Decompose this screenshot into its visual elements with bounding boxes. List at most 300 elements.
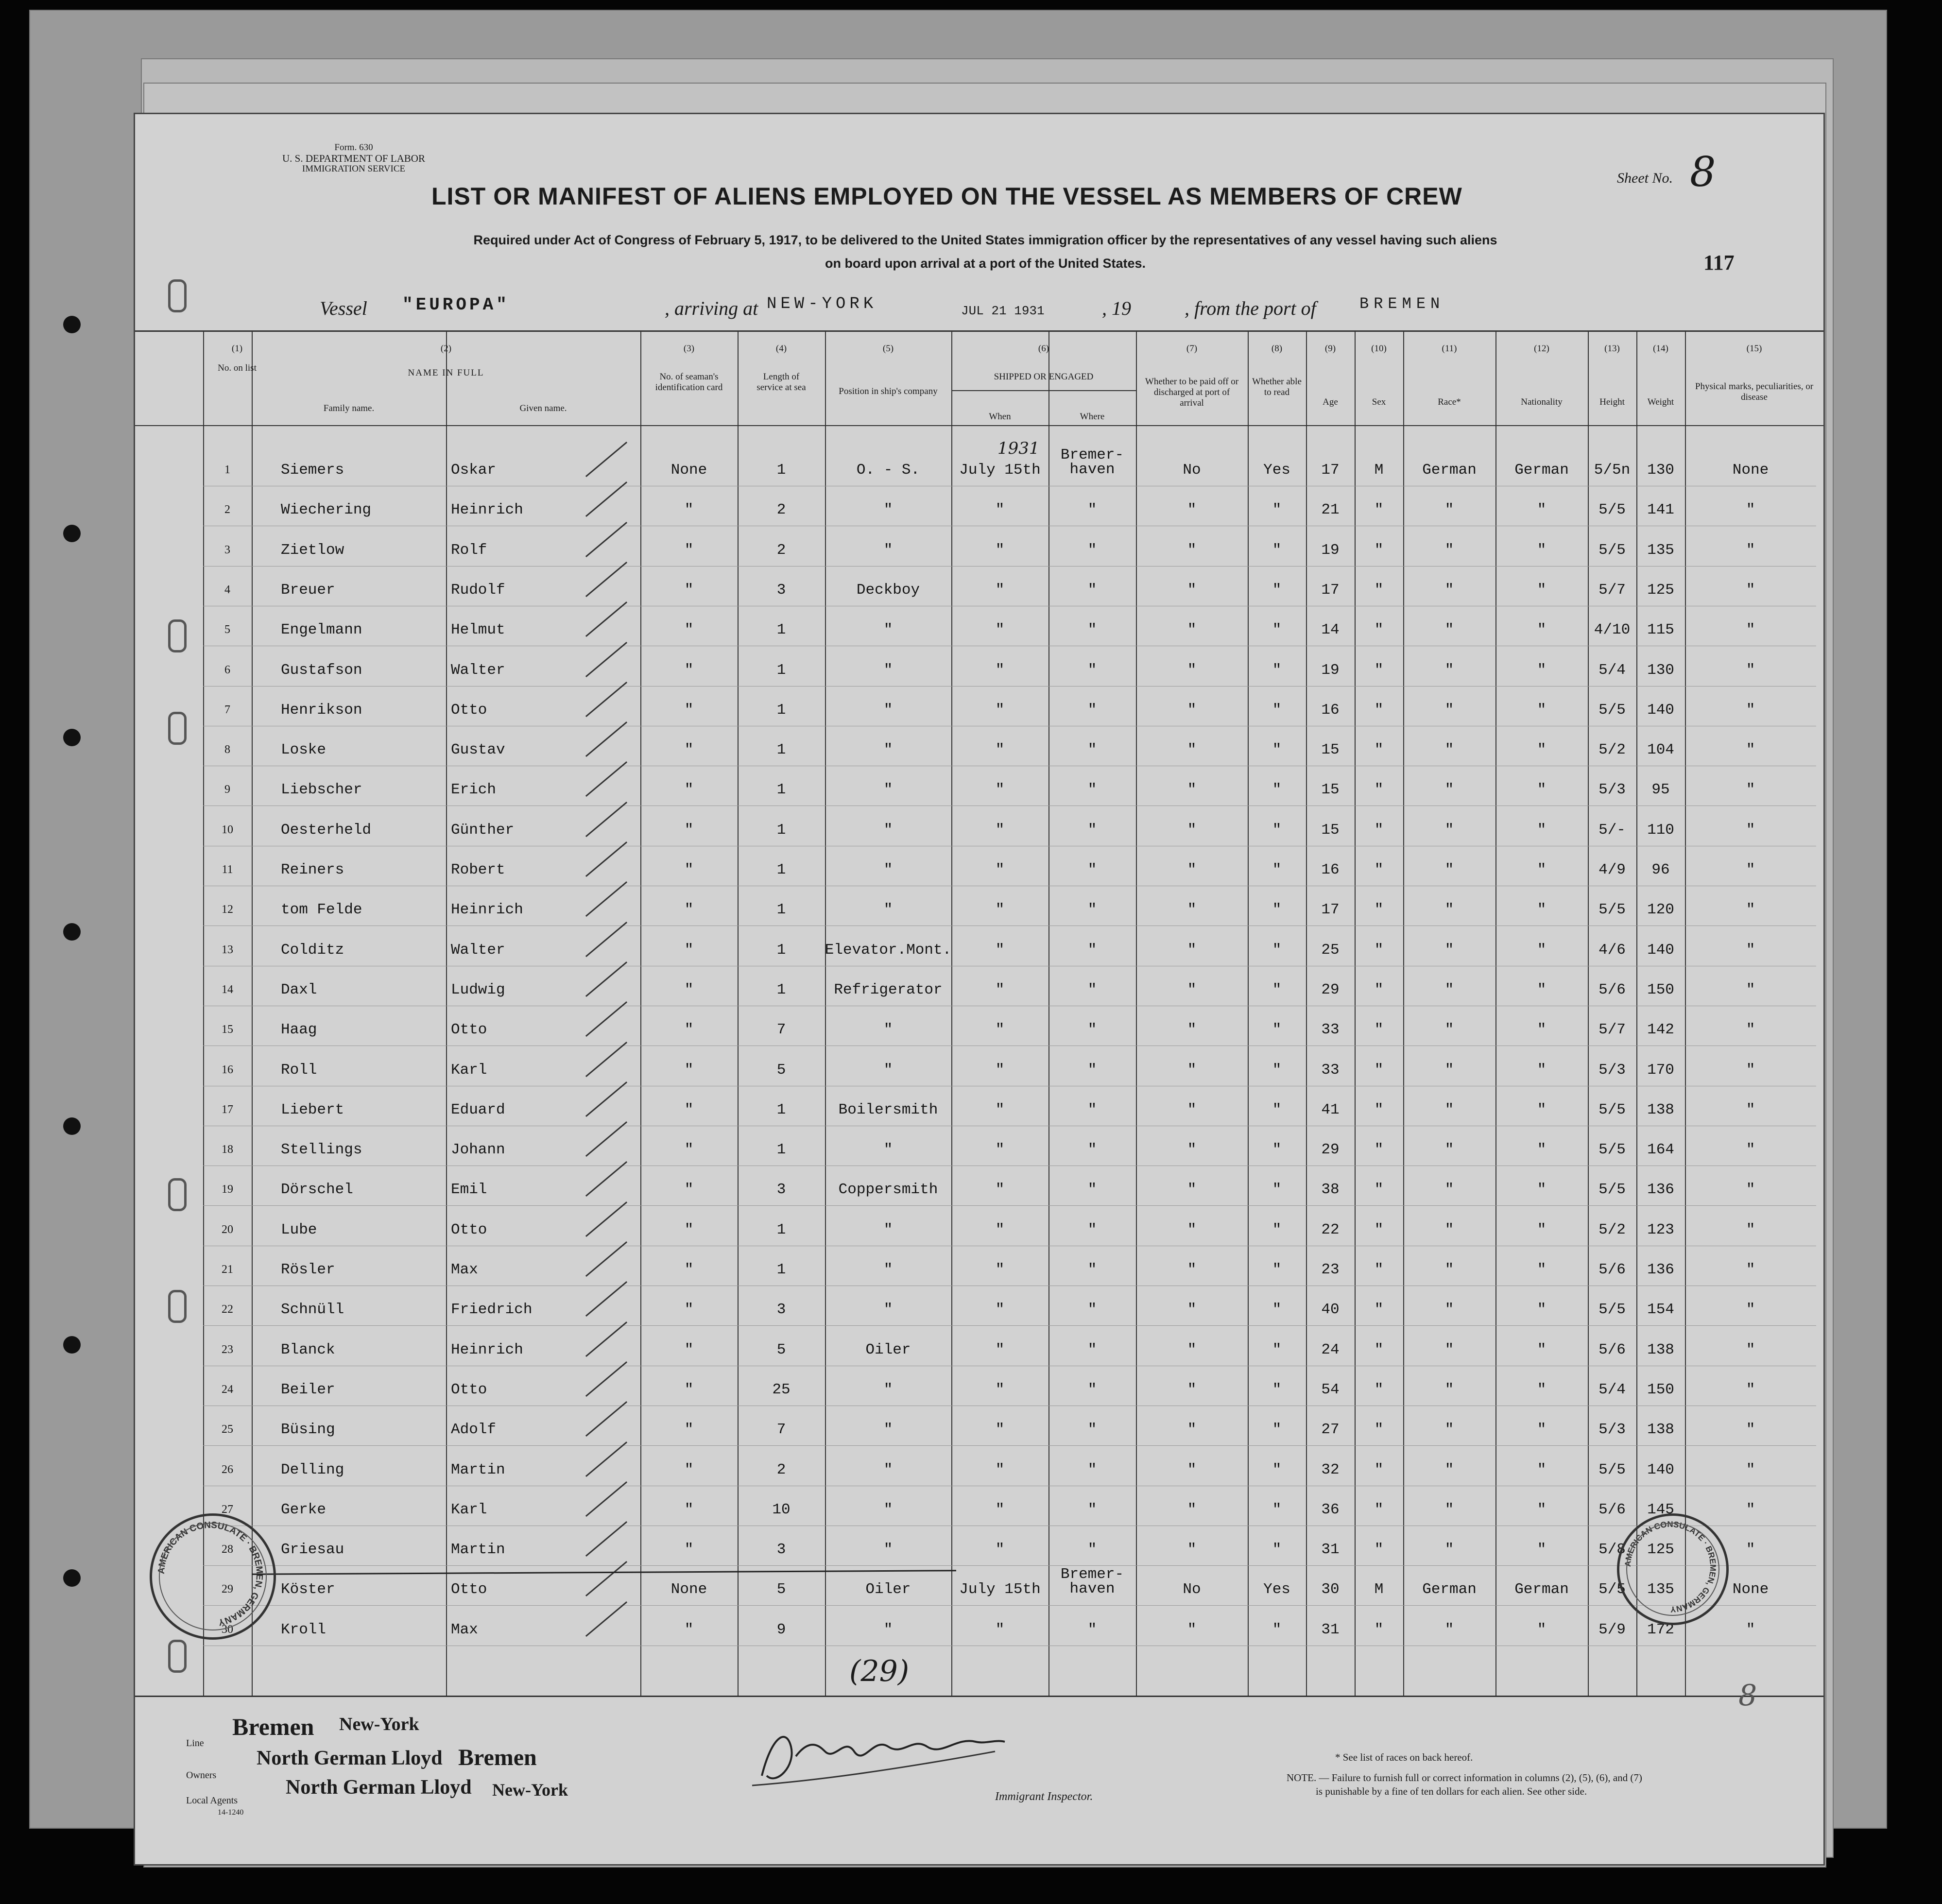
cell-card: " bbox=[684, 1301, 694, 1319]
cell-card: " bbox=[684, 701, 694, 719]
cell-when: " bbox=[995, 741, 1005, 759]
cell-family: Griesau bbox=[281, 1541, 344, 1559]
cell-when: " bbox=[995, 781, 1005, 799]
from-port-label: , from the port of bbox=[1185, 297, 1316, 319]
arrival-port: NEW-YORK bbox=[767, 295, 877, 313]
cell-race: " bbox=[1444, 541, 1454, 559]
cell-where: " bbox=[1087, 1061, 1097, 1079]
cell-marks: " bbox=[1746, 541, 1755, 559]
cell-paid: " bbox=[1187, 1021, 1197, 1039]
cell-card: None bbox=[670, 1581, 707, 1598]
cell-marks: " bbox=[1746, 741, 1755, 759]
sheet-label: Sheet No. bbox=[1617, 170, 1673, 186]
cell-when: " bbox=[995, 941, 1005, 959]
vessel-label: Vessel bbox=[320, 297, 367, 319]
cell-height: 5/5 bbox=[1598, 1181, 1626, 1199]
cell-where: " bbox=[1087, 781, 1097, 799]
cell-age: 23 bbox=[1321, 1261, 1340, 1278]
cell-race: " bbox=[1444, 1341, 1454, 1358]
cell-no: 14 bbox=[222, 983, 233, 996]
cell-nationality: " bbox=[1537, 621, 1547, 639]
cell-marks: " bbox=[1746, 941, 1755, 959]
cell-card: " bbox=[684, 1181, 694, 1199]
cell-weight: 154 bbox=[1647, 1301, 1674, 1319]
cell-position: " bbox=[883, 1021, 893, 1039]
check-mark bbox=[585, 1201, 627, 1237]
cell-length: 3 bbox=[776, 1301, 786, 1319]
svg-text:AMERICAN CONSULATE · BREMEN, G: AMERICAN CONSULATE · BREMEN, GERMANY bbox=[156, 1520, 265, 1628]
cell-when: " bbox=[995, 501, 1005, 519]
check-mark bbox=[585, 881, 627, 917]
cell-position: " bbox=[883, 1421, 893, 1439]
cell-when: " bbox=[995, 661, 1005, 679]
cell-family: Lube bbox=[281, 1221, 317, 1238]
cell-when: July 15th bbox=[959, 462, 1041, 479]
cell-age: 32 bbox=[1321, 1461, 1340, 1478]
colnum-11: (11) bbox=[1442, 343, 1457, 354]
check-mark bbox=[585, 1281, 627, 1317]
cell-length: 3 bbox=[776, 581, 786, 599]
cell-age: 21 bbox=[1321, 501, 1340, 519]
check-mark bbox=[585, 1521, 627, 1557]
row-rule bbox=[203, 1445, 1816, 1446]
cell-age: 16 bbox=[1321, 701, 1340, 719]
cell-no: 10 bbox=[222, 823, 233, 836]
col-header-position: Position in ship's company bbox=[839, 386, 938, 396]
cell-given: Walter bbox=[451, 661, 505, 679]
cell-nationality: " bbox=[1537, 1221, 1547, 1238]
cell-no: 17 bbox=[222, 1103, 233, 1116]
cell-when: " bbox=[995, 1141, 1005, 1159]
col-header-race: Race* bbox=[1438, 397, 1461, 407]
cell-age: 27 bbox=[1321, 1421, 1340, 1439]
cell-height: 5/8 bbox=[1598, 1541, 1626, 1559]
cell-read: " bbox=[1272, 1261, 1282, 1278]
cell-paid: " bbox=[1187, 821, 1197, 839]
cell-weight: 142 bbox=[1647, 1021, 1674, 1039]
col-header-given: Given name. bbox=[519, 403, 567, 413]
cell-when: " bbox=[995, 1101, 1005, 1118]
cell-marks: " bbox=[1746, 1221, 1755, 1238]
cell-given: Rudolf bbox=[451, 581, 505, 599]
arriving-label: , arriving at bbox=[665, 297, 758, 319]
cell-height: 4/6 bbox=[1598, 941, 1626, 959]
cell-read: " bbox=[1272, 981, 1282, 998]
binding-ring bbox=[168, 619, 187, 652]
binding-ring bbox=[168, 279, 187, 312]
cell-no: 7 bbox=[224, 703, 230, 716]
total-count: (29) bbox=[849, 1654, 910, 1688]
check-mark bbox=[585, 841, 627, 877]
cell-length: 2 bbox=[776, 501, 786, 519]
cell-position: " bbox=[883, 1381, 893, 1398]
cell-sex: " bbox=[1374, 1301, 1384, 1319]
cell-given: Martin bbox=[451, 1461, 505, 1478]
binding-hole bbox=[63, 1117, 81, 1135]
cell-family: Engelmann bbox=[281, 621, 362, 639]
cell-weight: 120 bbox=[1647, 901, 1674, 919]
cell-nationality: " bbox=[1537, 901, 1547, 919]
cell-read: " bbox=[1272, 541, 1282, 559]
cell-paid: " bbox=[1187, 1061, 1197, 1079]
cell-height: 5/5 bbox=[1598, 1581, 1626, 1598]
check-mark bbox=[585, 1121, 627, 1157]
cell-paid: " bbox=[1187, 901, 1197, 919]
cell-paid: No bbox=[1183, 462, 1201, 479]
cell-when: " bbox=[995, 1181, 1005, 1199]
cell-nationality: German bbox=[1514, 462, 1569, 479]
cell-height: 5/5 bbox=[1598, 1141, 1626, 1159]
check-mark bbox=[585, 1361, 627, 1397]
cell-height: 5/5n bbox=[1594, 462, 1631, 479]
check-mark bbox=[585, 1321, 627, 1357]
cell-race: " bbox=[1444, 1021, 1454, 1039]
cell-height: 5/3 bbox=[1598, 781, 1626, 799]
check-mark bbox=[585, 562, 627, 597]
cell-where: " bbox=[1087, 1021, 1097, 1039]
col-header-physical: Physical marks, peculiarities, or disease bbox=[1695, 381, 1814, 402]
cell-nationality: " bbox=[1537, 1141, 1547, 1159]
cell-weight: 96 bbox=[1651, 861, 1670, 878]
cell-no: 3 bbox=[224, 543, 230, 556]
cell-no: 28 bbox=[222, 1543, 233, 1556]
cell-read: " bbox=[1272, 821, 1282, 839]
cell-marks: " bbox=[1746, 661, 1755, 679]
cell-family: Beiler bbox=[281, 1381, 335, 1398]
cell-weight: 172 bbox=[1647, 1621, 1674, 1638]
cell-read: " bbox=[1272, 1061, 1282, 1079]
cell-given: Gustav bbox=[451, 741, 505, 759]
cell-weight: 141 bbox=[1647, 501, 1674, 519]
cell-race: " bbox=[1444, 981, 1454, 998]
column-rule bbox=[252, 332, 253, 1697]
cell-age: 22 bbox=[1321, 1221, 1340, 1238]
binding-hole bbox=[63, 729, 81, 746]
cell-when: " bbox=[995, 981, 1005, 998]
cell-length: 7 bbox=[776, 1021, 786, 1039]
cell-length: 1 bbox=[776, 821, 786, 839]
cell-read: " bbox=[1272, 1621, 1282, 1638]
cell-marks: " bbox=[1746, 1101, 1755, 1118]
binding-ring bbox=[168, 1178, 187, 1211]
cell-age: 15 bbox=[1321, 821, 1340, 839]
cell-card: " bbox=[684, 1341, 694, 1358]
check-mark bbox=[585, 1161, 627, 1197]
cell-length: 1 bbox=[776, 941, 786, 959]
cell-sex: " bbox=[1374, 581, 1384, 599]
cell-weight: 125 bbox=[1647, 1541, 1674, 1559]
cell-sex: " bbox=[1374, 901, 1384, 919]
cell-where: " bbox=[1087, 1541, 1097, 1559]
cell-race: " bbox=[1444, 781, 1454, 799]
cell-height: 5/6 bbox=[1598, 1341, 1626, 1358]
col-header-age: Age bbox=[1323, 397, 1338, 407]
check-mark bbox=[585, 641, 627, 677]
cell-position: " bbox=[883, 1621, 893, 1638]
cell-sex: " bbox=[1374, 1141, 1384, 1159]
cell-family: Henrikson bbox=[281, 701, 362, 719]
cell-nationality: " bbox=[1537, 1541, 1547, 1559]
col-header-sex: Sex bbox=[1372, 397, 1386, 407]
cell-marks: " bbox=[1746, 1181, 1755, 1199]
cell-race: " bbox=[1444, 1261, 1454, 1278]
cell-position: " bbox=[883, 1061, 893, 1079]
year-label: , 19 bbox=[1102, 297, 1131, 319]
cell-position: O. - S. bbox=[856, 462, 920, 479]
cell-paid: " bbox=[1187, 1301, 1197, 1319]
cell-length: 9 bbox=[776, 1621, 786, 1638]
form-number: Form. 630 bbox=[334, 142, 373, 153]
cell-marks: " bbox=[1746, 501, 1755, 519]
cell-race: " bbox=[1444, 1221, 1454, 1238]
cell-age: 25 bbox=[1321, 941, 1340, 959]
cell-paid: " bbox=[1187, 1621, 1197, 1638]
cell-card: " bbox=[684, 901, 694, 919]
cell-where: " bbox=[1087, 1101, 1097, 1118]
cell-length: 1 bbox=[776, 1141, 786, 1159]
page-title: LIST OR MANIFEST OF ALIENS EMPLOYED ON THE VESSEL AS MEMBERS OF CREW bbox=[431, 183, 1462, 210]
owners-label: Owners bbox=[186, 1770, 217, 1781]
cell-weight: 136 bbox=[1647, 1261, 1674, 1278]
cell-card: " bbox=[684, 1221, 694, 1238]
cell-length: 1 bbox=[776, 1221, 786, 1238]
cell-age: 41 bbox=[1321, 1101, 1340, 1118]
cell-family: Schnüll bbox=[281, 1301, 344, 1319]
races-note: * See list of races on back hereof. bbox=[1335, 1751, 1473, 1763]
cell-paid: " bbox=[1187, 741, 1197, 759]
cell-sex: " bbox=[1374, 941, 1384, 959]
cell-paid: " bbox=[1187, 621, 1197, 639]
cell-read: " bbox=[1272, 661, 1282, 679]
cell-sex: " bbox=[1374, 661, 1384, 679]
cell-nationality: " bbox=[1537, 821, 1547, 839]
cell-card: " bbox=[684, 1621, 694, 1638]
cell-when: " bbox=[995, 1221, 1005, 1238]
page-number: 117 bbox=[1703, 251, 1735, 274]
check-mark bbox=[585, 922, 627, 957]
cell-length: 5 bbox=[776, 1581, 786, 1598]
check-mark bbox=[585, 1601, 627, 1637]
cell-paid: " bbox=[1187, 981, 1197, 998]
cell-family: Wiechering bbox=[281, 501, 372, 519]
cell-race: " bbox=[1444, 901, 1454, 919]
col-header-height: Height bbox=[1599, 397, 1625, 407]
cell-position: Oiler bbox=[865, 1581, 911, 1598]
row-rule bbox=[203, 1205, 1816, 1206]
cell-sex: " bbox=[1374, 781, 1384, 799]
cell-age: 31 bbox=[1321, 1621, 1340, 1638]
cell-height: 5/4 bbox=[1598, 1381, 1626, 1398]
cell-given: Oskar bbox=[451, 462, 497, 479]
col-header-no: No. on list bbox=[218, 363, 257, 373]
vessel-name: "EUROPA" bbox=[402, 295, 510, 315]
cell-position: " bbox=[883, 661, 893, 679]
cell-nationality: " bbox=[1537, 1181, 1547, 1199]
cell-no: 30 bbox=[222, 1623, 233, 1636]
column-rule bbox=[1355, 332, 1356, 1697]
cell-height: 5/- bbox=[1598, 821, 1626, 839]
cell-age: 24 bbox=[1321, 1341, 1340, 1358]
cell-card: " bbox=[684, 781, 694, 799]
cell-nationality: " bbox=[1537, 1301, 1547, 1319]
cell-position: " bbox=[883, 701, 893, 719]
cell-where: " bbox=[1087, 1221, 1097, 1238]
cell-card: " bbox=[684, 581, 694, 599]
cell-card: " bbox=[684, 861, 694, 878]
cell-length: 1 bbox=[776, 701, 786, 719]
cell-when: " bbox=[995, 1021, 1005, 1039]
cell-weight: 140 bbox=[1647, 941, 1674, 959]
cell-read: Yes bbox=[1263, 462, 1290, 479]
cell-nationality: " bbox=[1537, 581, 1547, 599]
column-rule bbox=[1403, 332, 1404, 1697]
cell-height: 5/5 bbox=[1598, 701, 1626, 719]
cell-where: " bbox=[1087, 901, 1097, 919]
cell-paid: " bbox=[1187, 581, 1197, 599]
cell-age: 17 bbox=[1321, 901, 1340, 919]
cell-read: Yes bbox=[1263, 1581, 1290, 1598]
cell-race: " bbox=[1444, 1421, 1454, 1439]
cell-race: " bbox=[1444, 1101, 1454, 1118]
cell-read: " bbox=[1272, 1301, 1282, 1319]
consulate-stamp-ring-text bbox=[150, 1513, 271, 1635]
cell-no: 27 bbox=[222, 1503, 233, 1516]
colnum-8: (8) bbox=[1271, 343, 1283, 354]
column-rule bbox=[446, 332, 447, 1697]
cell-race: " bbox=[1444, 1141, 1454, 1159]
cell-family: Köster bbox=[281, 1581, 335, 1598]
cell-when: " bbox=[995, 621, 1005, 639]
cell-no: 22 bbox=[222, 1303, 233, 1316]
cell-no: 15 bbox=[222, 1023, 233, 1036]
cell-height: 5/5 bbox=[1598, 901, 1626, 919]
cell-card: " bbox=[684, 541, 694, 559]
cell-nationality: " bbox=[1537, 1501, 1547, 1518]
cell-race: " bbox=[1444, 1381, 1454, 1398]
cell-sex: M bbox=[1374, 462, 1384, 479]
cell-nationality: " bbox=[1537, 661, 1547, 679]
cell-marks: None bbox=[1732, 462, 1769, 479]
consulate-stamp-right bbox=[1617, 1513, 1729, 1625]
cell-read: " bbox=[1272, 1021, 1282, 1039]
cell-position: " bbox=[883, 1261, 893, 1278]
cell-paid: " bbox=[1187, 1261, 1197, 1278]
cell-when: " bbox=[995, 1341, 1005, 1358]
cell-length: 7 bbox=[776, 1421, 786, 1439]
cell-marks: " bbox=[1746, 701, 1755, 719]
cell-race: German bbox=[1422, 462, 1477, 479]
cell-sex: " bbox=[1374, 701, 1384, 719]
binding-hole bbox=[63, 316, 81, 333]
cell-where: " bbox=[1087, 541, 1097, 559]
cell-family: Rösler bbox=[281, 1261, 335, 1278]
cell-paid: " bbox=[1187, 1501, 1197, 1518]
cell-given: Heinrich bbox=[451, 901, 523, 919]
cell-race: German bbox=[1422, 1581, 1477, 1598]
cell-no: 19 bbox=[222, 1183, 233, 1196]
check-mark bbox=[585, 721, 627, 757]
service-label: IMMIGRATION SERVICE bbox=[302, 164, 406, 174]
cell-nationality: " bbox=[1537, 981, 1547, 998]
cell-no: 25 bbox=[222, 1423, 233, 1436]
cell-age: 17 bbox=[1321, 581, 1340, 599]
cell-position: " bbox=[883, 541, 893, 559]
check-mark bbox=[585, 1041, 627, 1077]
colnum-13: (13) bbox=[1604, 343, 1620, 354]
cell-read: " bbox=[1272, 1421, 1282, 1439]
cell-sex: " bbox=[1374, 1021, 1384, 1039]
cell-read: " bbox=[1272, 701, 1282, 719]
cell-marks: " bbox=[1746, 1301, 1755, 1319]
strikeout-line bbox=[252, 1570, 956, 1575]
cell-nationality: " bbox=[1537, 1421, 1547, 1439]
cell-family: Siemers bbox=[281, 462, 344, 479]
cell-paid: " bbox=[1187, 1341, 1197, 1358]
cell-given: Karl bbox=[451, 1501, 487, 1518]
table-top-rule bbox=[135, 330, 1823, 332]
cell-height: 5/6 bbox=[1598, 1261, 1626, 1278]
cell-sex: " bbox=[1374, 861, 1384, 878]
line-to: New-York bbox=[339, 1714, 419, 1734]
colnum-5: (5) bbox=[882, 343, 894, 354]
cell-read: " bbox=[1272, 1461, 1282, 1478]
cell-position: " bbox=[883, 1541, 893, 1559]
cell-where: " bbox=[1087, 1141, 1097, 1159]
colnum-10: (10) bbox=[1371, 343, 1387, 354]
cell-when: " bbox=[995, 1381, 1005, 1398]
cell-age: 29 bbox=[1321, 1141, 1340, 1159]
cell-nationality: " bbox=[1537, 1381, 1547, 1398]
col-header-length: Length of service at sea bbox=[756, 372, 806, 393]
cell-sex: " bbox=[1374, 1061, 1384, 1079]
cell-sex: " bbox=[1374, 1541, 1384, 1559]
inspector-label: Immigrant Inspector. bbox=[995, 1790, 1093, 1803]
cell-height: 5/4 bbox=[1598, 661, 1626, 679]
cell-read: " bbox=[1272, 621, 1282, 639]
agents-label: Local Agents bbox=[186, 1795, 238, 1806]
cell-sex: " bbox=[1374, 621, 1384, 639]
line-from: Bremen bbox=[232, 1713, 314, 1740]
cell-nationality: German bbox=[1514, 1581, 1569, 1598]
cell-card: " bbox=[684, 1261, 694, 1278]
cell-when: " bbox=[995, 541, 1005, 559]
cell-given: Otto bbox=[451, 1581, 487, 1598]
cell-nationality: " bbox=[1537, 741, 1547, 759]
consulate-stamp-ring-text bbox=[1617, 1513, 1724, 1620]
cell-race: " bbox=[1444, 741, 1454, 759]
cell-sex: " bbox=[1374, 821, 1384, 839]
cell-marks: " bbox=[1746, 1381, 1755, 1398]
cell-age: 15 bbox=[1321, 741, 1340, 759]
cell-race: " bbox=[1444, 621, 1454, 639]
cell-marks: " bbox=[1746, 981, 1755, 998]
cell-paid: " bbox=[1187, 1221, 1197, 1238]
cell-when: " bbox=[995, 1421, 1005, 1439]
cell-nationality: " bbox=[1537, 701, 1547, 719]
colnum-12: (12) bbox=[1534, 343, 1549, 354]
department-label: U. S. DEPARTMENT OF LABOR bbox=[282, 153, 425, 164]
arrival-date-stamp: JUL 21 1931 bbox=[961, 304, 1045, 318]
cell-given: Walter bbox=[451, 941, 505, 959]
check-mark bbox=[585, 961, 627, 997]
cell-no: 13 bbox=[222, 943, 233, 956]
cell-marks: " bbox=[1746, 1141, 1755, 1159]
column-rule bbox=[1636, 332, 1637, 1697]
cell-nationality: " bbox=[1537, 861, 1547, 878]
sheet-number: 8 bbox=[1690, 148, 1716, 196]
cell-family: Kroll bbox=[281, 1621, 327, 1638]
cell-family: Roll bbox=[281, 1061, 317, 1079]
